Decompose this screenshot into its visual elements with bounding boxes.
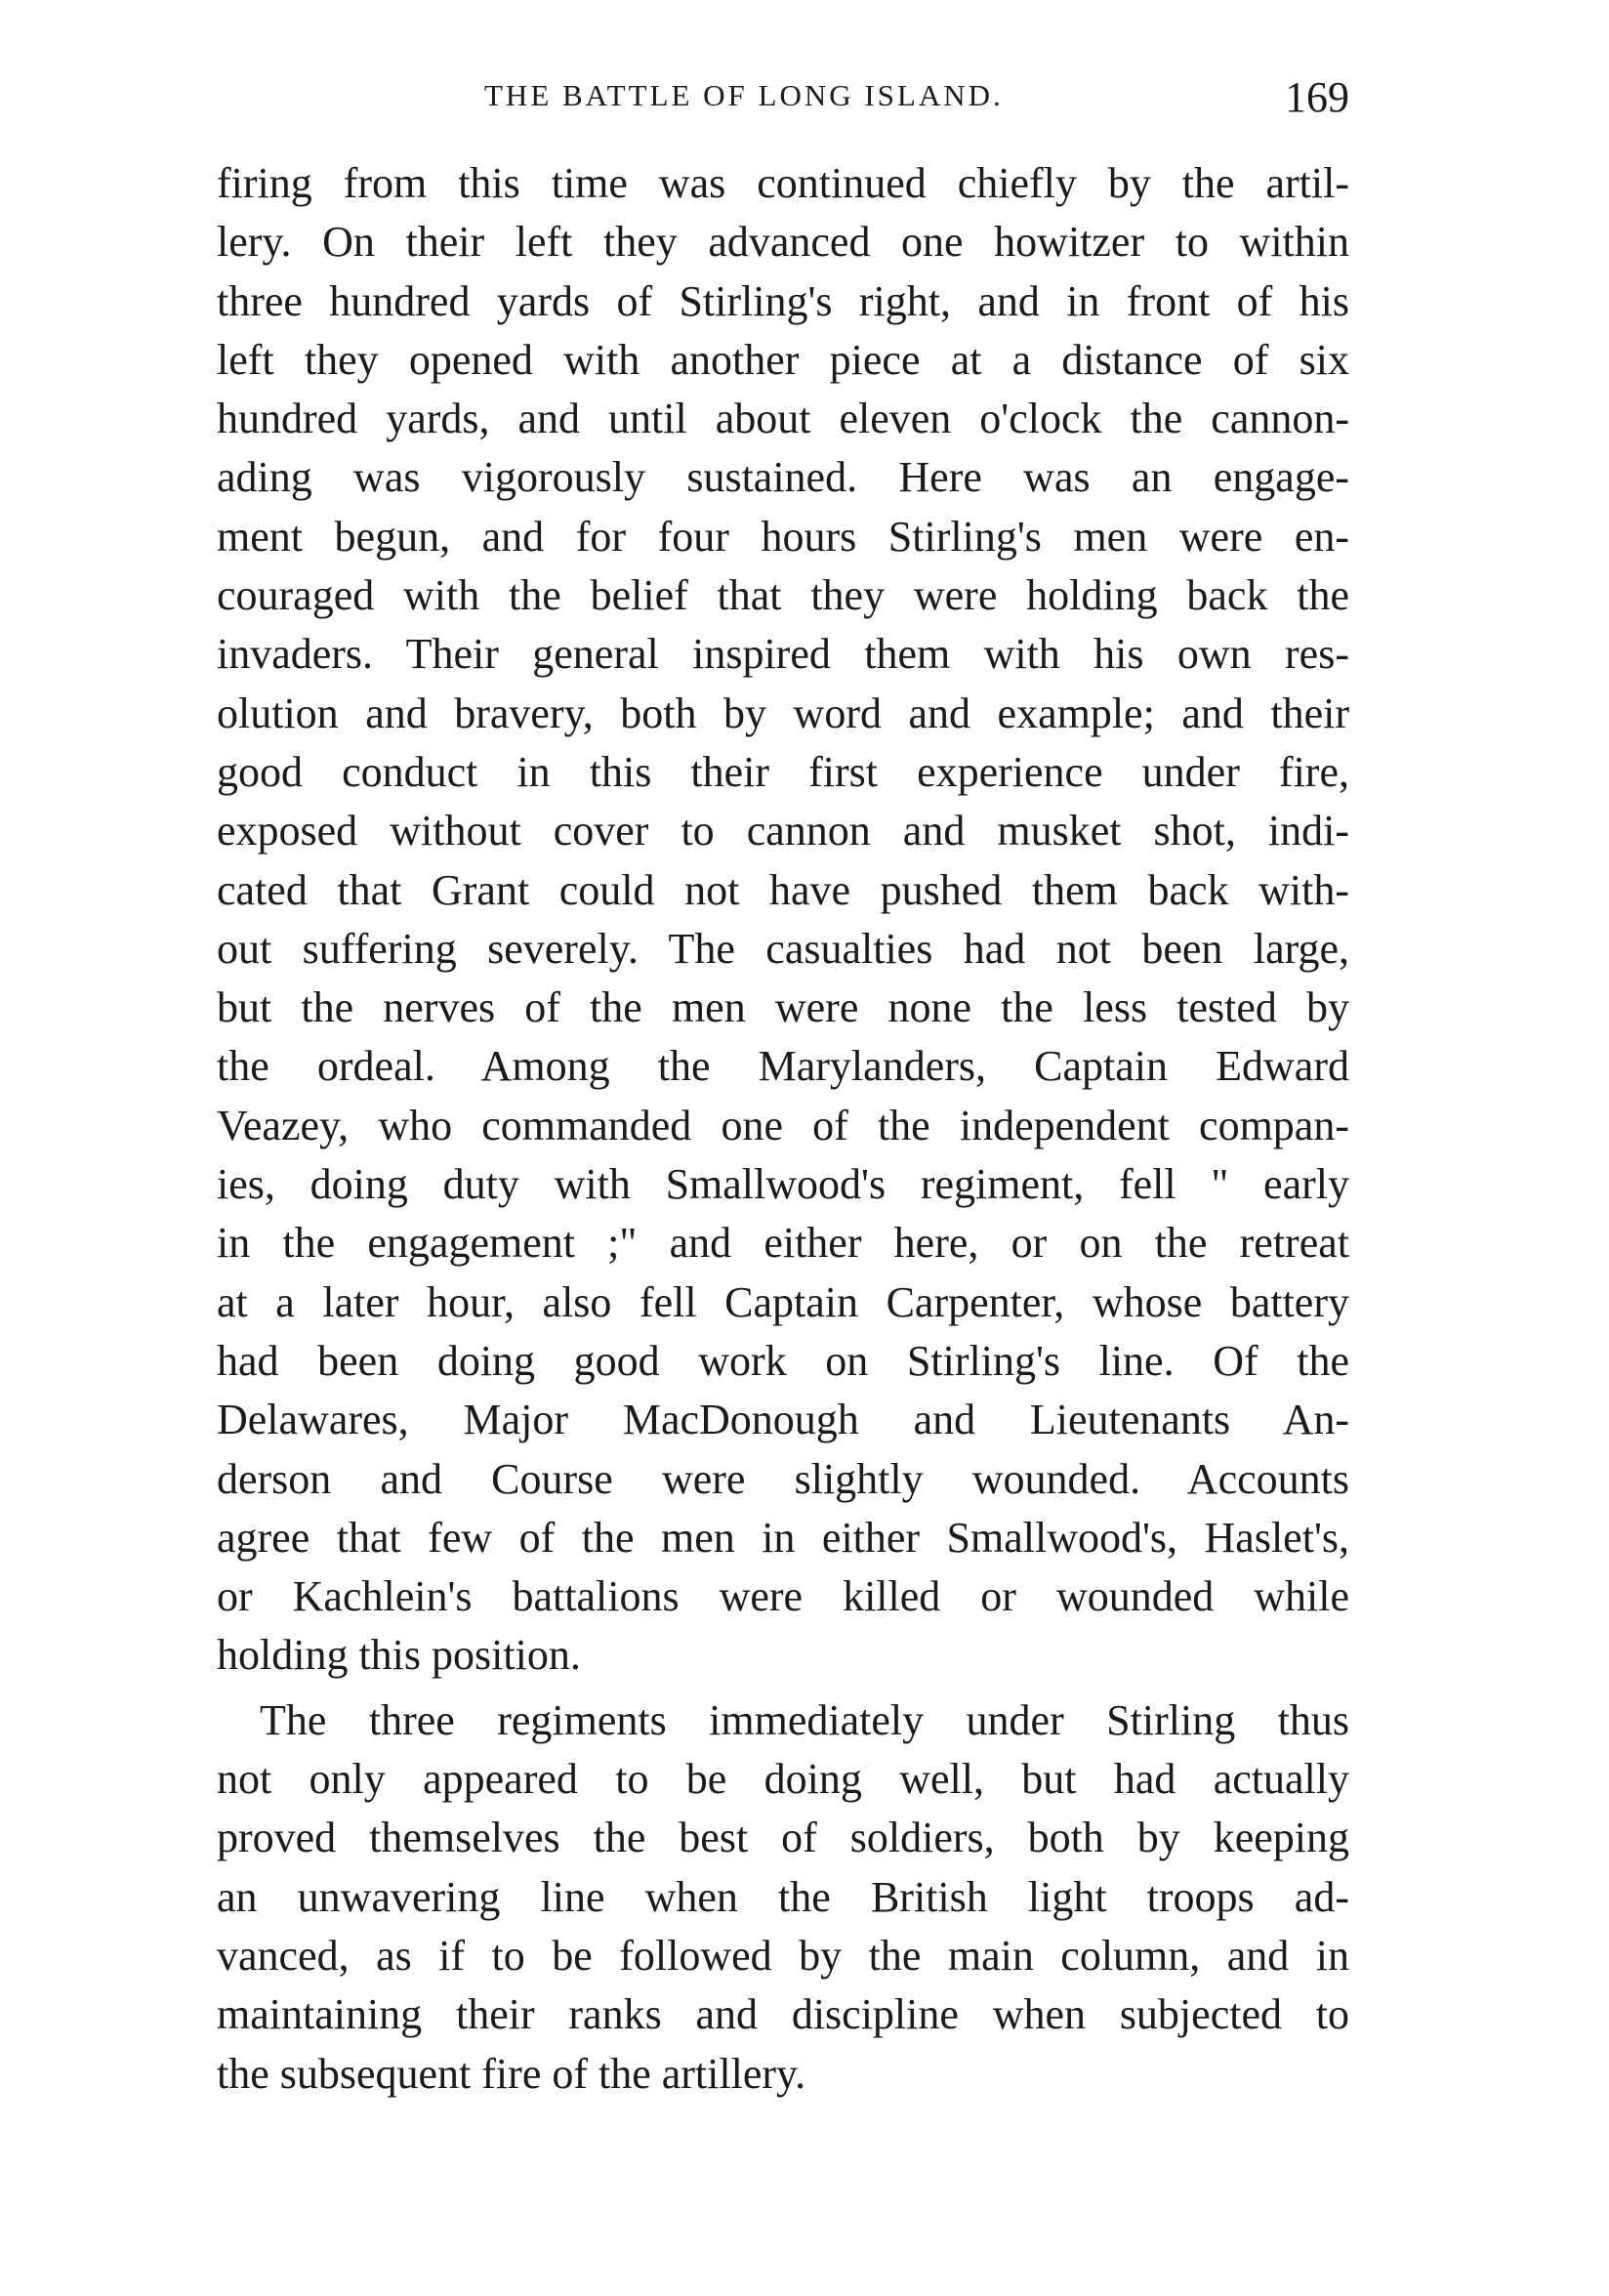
text-line: cated that Grant could not have pushed them back with-	[217, 865, 1349, 914]
text-line: invaders. Their general inspired them with his own res-	[217, 630, 1349, 679]
text-line: Delawares, Major MacDonough and Lieutenants An-	[217, 1396, 1349, 1444]
text-line: maintaining their ranks and discipline when subjected to	[217, 1990, 1349, 2039]
text-line: Veazey, who commanded one of the independent compan-	[217, 1101, 1349, 1149]
text-line: couraged with the belief that they were holding back the	[217, 571, 1349, 620]
text-line: ading was vigorously sustained. Here was an engage-	[217, 453, 1349, 502]
body-text	[217, 154, 1349, 2104]
text-line: hundred yards, and until about eleven o'clock the cannon-	[217, 395, 1349, 443]
running-title: THE BATTLE OF LONG ISLAND.	[484, 78, 1004, 112]
text-line: lery. On their left they advanced one howitzer to within	[217, 218, 1349, 267]
page-number: 169	[1285, 73, 1349, 121]
text-line: at a later hour, also fell Captain Carpenter, whose battery	[217, 1277, 1349, 1326]
text-line: firing from this time was continued chiefly by the artil-	[217, 159, 1349, 207]
text-line: olution and bravery, both by word and example; and their	[217, 689, 1349, 737]
text-line: left they opened with another piece at a distance of six	[217, 335, 1349, 384]
text-line: but the nerves of the men were none the less tested by	[217, 983, 1349, 1032]
text-line: exposed without cover to cannon and musket shot, indi-	[217, 807, 1349, 856]
paragraph-2	[217, 1691, 1349, 2104]
text-line: good conduct in this their first experience under fire,	[217, 747, 1349, 796]
text-line: agree that few of the men in either Smallwood's, Haslet's,	[217, 1513, 1349, 1562]
text-line: ment begun, and for four hours Stirling's men were en-	[217, 512, 1349, 561]
text-line: the ordeal. Among the Marylanders, Captain Edward	[217, 1042, 1349, 1091]
text-line: in the engagement ;" and either here, or on the retreat	[217, 1219, 1349, 1268]
text-line: or Kachlein's battalions were killed or wounded while	[217, 1572, 1349, 1621]
text-line: out suffering severely. The casualties had not been large,	[217, 924, 1349, 973]
text-line: an unwavering line when the British light troops ad-	[217, 1872, 1349, 1921]
text-line: not only appeared to be doing well, but had actually	[217, 1755, 1349, 1804]
text-line: three hundred yards of Stirling's right, and in front of his	[217, 276, 1349, 325]
text-line: the subsequent fire of the artillery.	[217, 2049, 806, 2098]
text-line: ies, doing duty with Smallwood's regiment, fell " early	[217, 1160, 1349, 1209]
text-line: vanced, as if to be followed by the main column, and in	[217, 1931, 1349, 1980]
paragraph-1	[217, 154, 1349, 1686]
text-line: holding this position.	[217, 1631, 581, 1680]
text-line: had been doing good work on Stirling's line. Of the	[217, 1336, 1349, 1385]
text-line: derson and Course were slightly wounded. Accounts	[217, 1454, 1349, 1503]
text-line: The three regiments immediately under Stirling thus	[260, 1695, 1349, 1744]
running-head	[217, 72, 1349, 131]
text-line: proved themselves the best of soldiers, both by keeping	[217, 1814, 1349, 1862]
